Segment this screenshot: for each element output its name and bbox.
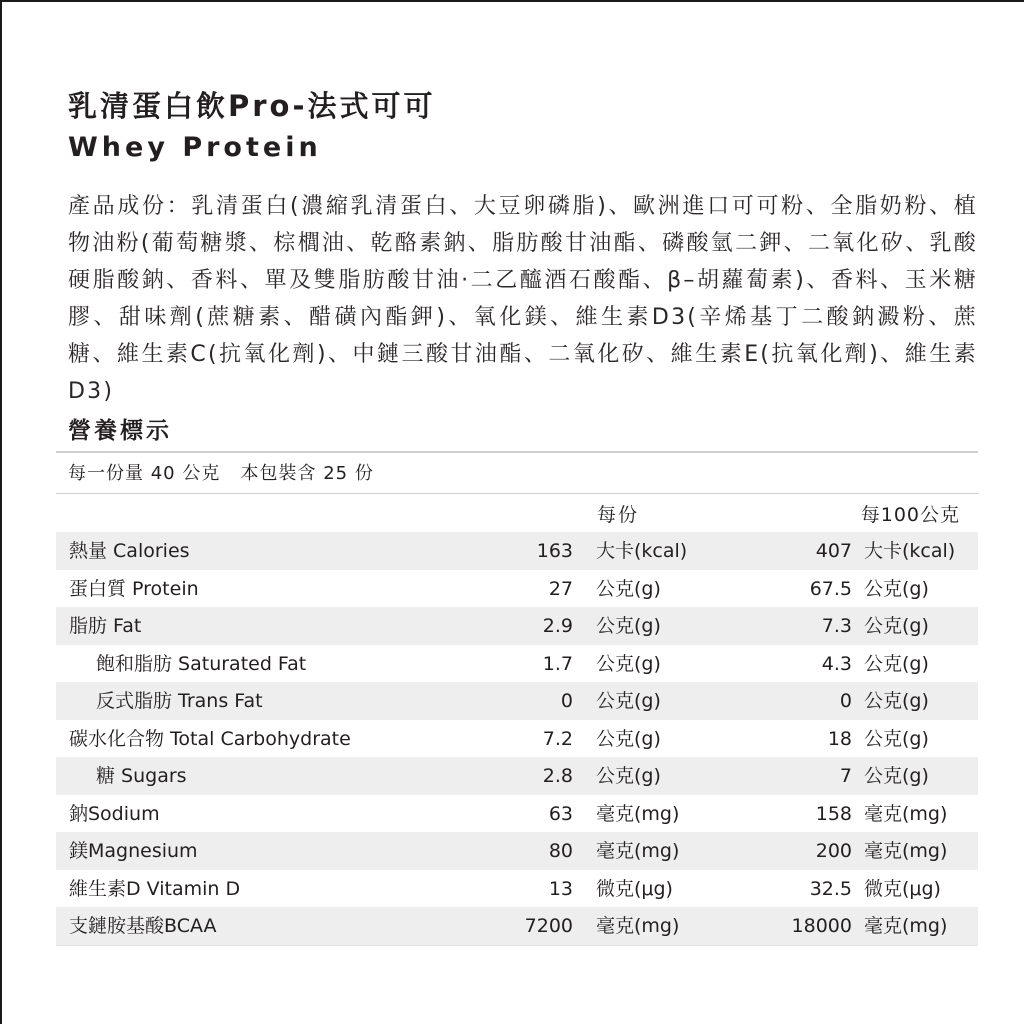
per-serving-value: 2.8 bbox=[542, 765, 573, 787]
per-100g-value: 407 bbox=[815, 540, 852, 562]
per-100g-value: 18 bbox=[827, 727, 852, 750]
nutrition-table bbox=[56, 532, 978, 945]
per-serving-unit: 毫克(mg) bbox=[596, 915, 680, 937]
per-serving-value: 7.2 bbox=[542, 727, 573, 750]
per-serving-unit: 公克(g) bbox=[596, 690, 661, 712]
per-serving-value: 0 bbox=[560, 690, 573, 712]
per-100g-value: 7.3 bbox=[821, 615, 852, 637]
per-100g-value: 32.5 bbox=[809, 877, 852, 900]
per-100g-value: 200 bbox=[815, 840, 852, 862]
per-100g-unit: 公克(g) bbox=[864, 652, 929, 675]
per-serving-unit: 公克(g) bbox=[596, 765, 661, 787]
table-row bbox=[56, 757, 978, 795]
nutrient-name: 碳水化合物 Total Carbohydrate bbox=[69, 727, 351, 750]
per-100g-unit: 公克(g) bbox=[864, 765, 929, 787]
nutrient-name: 支鏈胺基酸BCAA bbox=[69, 915, 217, 937]
serving-info: 每一份量 40 公克 本包裝含 25 份 bbox=[68, 463, 374, 484]
nutrient-name: 熱量 Calories bbox=[69, 540, 190, 562]
per-100g-unit: 毫克(mg) bbox=[864, 840, 948, 862]
nutrient-name: 反式脂肪 Trans Fat bbox=[96, 690, 263, 712]
per-100g-unit: 公克(g) bbox=[864, 615, 929, 637]
per-serving-value: 13 bbox=[548, 877, 573, 900]
per-100g-value: 4.3 bbox=[821, 652, 852, 675]
per-serving-unit: 微克(μg) bbox=[596, 877, 673, 900]
product-header bbox=[68, 84, 978, 432]
ingredients-text: 產品成份：乳清蛋白(濃縮乳清蛋白、大豆卵磷脂)、歐洲進口可可粉、全脂奶粉、植物油粉(葡萄糖漿、棕櫚油、乾酪素鈉、脂肪酸甘油酯、磷酸氫二鉀、二氧化矽、乳酸硬脂酸鈉、香料、單及雙脂肪酸甘油·二乙醯酒石酸酯、β–胡蘿蔔素)、香料、玉米糖膠、甜味劑(蔗糖素、醋磺內酯鉀)、氧化鎂、維生素D3(辛烯基丁二酸鈉澱粉、蔗糖、維生素C(抗氧化劑)、中鏈三酸甘油酯、二氧化矽、維生素E(抗氧化劑)、維生素D3) bbox=[68, 194, 978, 404]
per-100g-value: 67.5 bbox=[809, 577, 852, 600]
nutrient-name: 維生素D Vitamin D bbox=[69, 877, 241, 900]
per-100g-unit: 公克(g) bbox=[864, 577, 929, 600]
per-serving-unit: 毫克(mg) bbox=[596, 840, 680, 862]
table-row bbox=[56, 607, 978, 645]
nutrient-name: 蛋白質 Protein bbox=[69, 577, 199, 600]
per-100g-unit: 公克(g) bbox=[864, 727, 929, 750]
per-serving-value: 63 bbox=[548, 802, 573, 825]
nutrition-section-title: 營養標示 bbox=[68, 418, 172, 444]
column-header-per-100g: 每100公克 bbox=[860, 504, 960, 526]
nutrient-name: 鎂Magnesium bbox=[69, 840, 198, 862]
table-row bbox=[56, 682, 978, 720]
table-row bbox=[56, 907, 978, 945]
table-row bbox=[56, 645, 978, 683]
column-header-per-serving: 每份 bbox=[597, 504, 640, 526]
nutrient-name: 脂肪 Fat bbox=[69, 615, 142, 637]
per-serving-value: 7200 bbox=[524, 915, 573, 937]
per-serving-unit: 公克(g) bbox=[596, 727, 661, 750]
product-title-cn: 乳清蛋白飲Pro-法式可可 bbox=[68, 89, 436, 123]
nutrient-name: 糖 Sugars bbox=[96, 765, 187, 787]
per-100g-unit: 微克(μg) bbox=[864, 877, 941, 900]
divider bbox=[56, 493, 978, 494]
per-100g-value: 0 bbox=[839, 690, 852, 712]
per-serving-unit: 公克(g) bbox=[596, 615, 661, 637]
per-serving-unit: 毫克(mg) bbox=[596, 802, 680, 825]
divider bbox=[56, 945, 978, 946]
per-100g-unit: 毫克(mg) bbox=[864, 915, 948, 937]
per-100g-value: 7 bbox=[839, 765, 852, 787]
per-serving-unit: 公克(g) bbox=[596, 577, 661, 600]
per-serving-value: 163 bbox=[536, 540, 573, 562]
table-row bbox=[56, 795, 978, 833]
per-100g-unit: 公克(g) bbox=[864, 690, 929, 712]
per-serving-value: 80 bbox=[548, 840, 573, 862]
table-row bbox=[56, 570, 978, 608]
divider bbox=[56, 451, 978, 453]
table-row bbox=[56, 720, 978, 758]
per-serving-value: 1.7 bbox=[542, 652, 573, 675]
per-100g-value: 158 bbox=[815, 802, 852, 825]
table-row bbox=[56, 832, 978, 870]
per-100g-unit: 大卡(kcal) bbox=[864, 540, 956, 562]
nutrient-name: 鈉Sodium bbox=[69, 802, 160, 825]
per-serving-value: 2.9 bbox=[542, 615, 573, 637]
nutrient-name: 飽和脂肪 Saturated Fat bbox=[96, 652, 307, 675]
product-title-en: Whey Protein bbox=[68, 132, 322, 163]
per-serving-unit: 大卡(kcal) bbox=[596, 540, 688, 562]
per-100g-unit: 毫克(mg) bbox=[864, 802, 948, 825]
per-100g-value: 18000 bbox=[791, 915, 852, 937]
table-row bbox=[56, 870, 978, 908]
per-serving-value: 27 bbox=[548, 577, 573, 600]
table-row bbox=[56, 532, 978, 570]
per-serving-unit: 公克(g) bbox=[596, 652, 661, 675]
